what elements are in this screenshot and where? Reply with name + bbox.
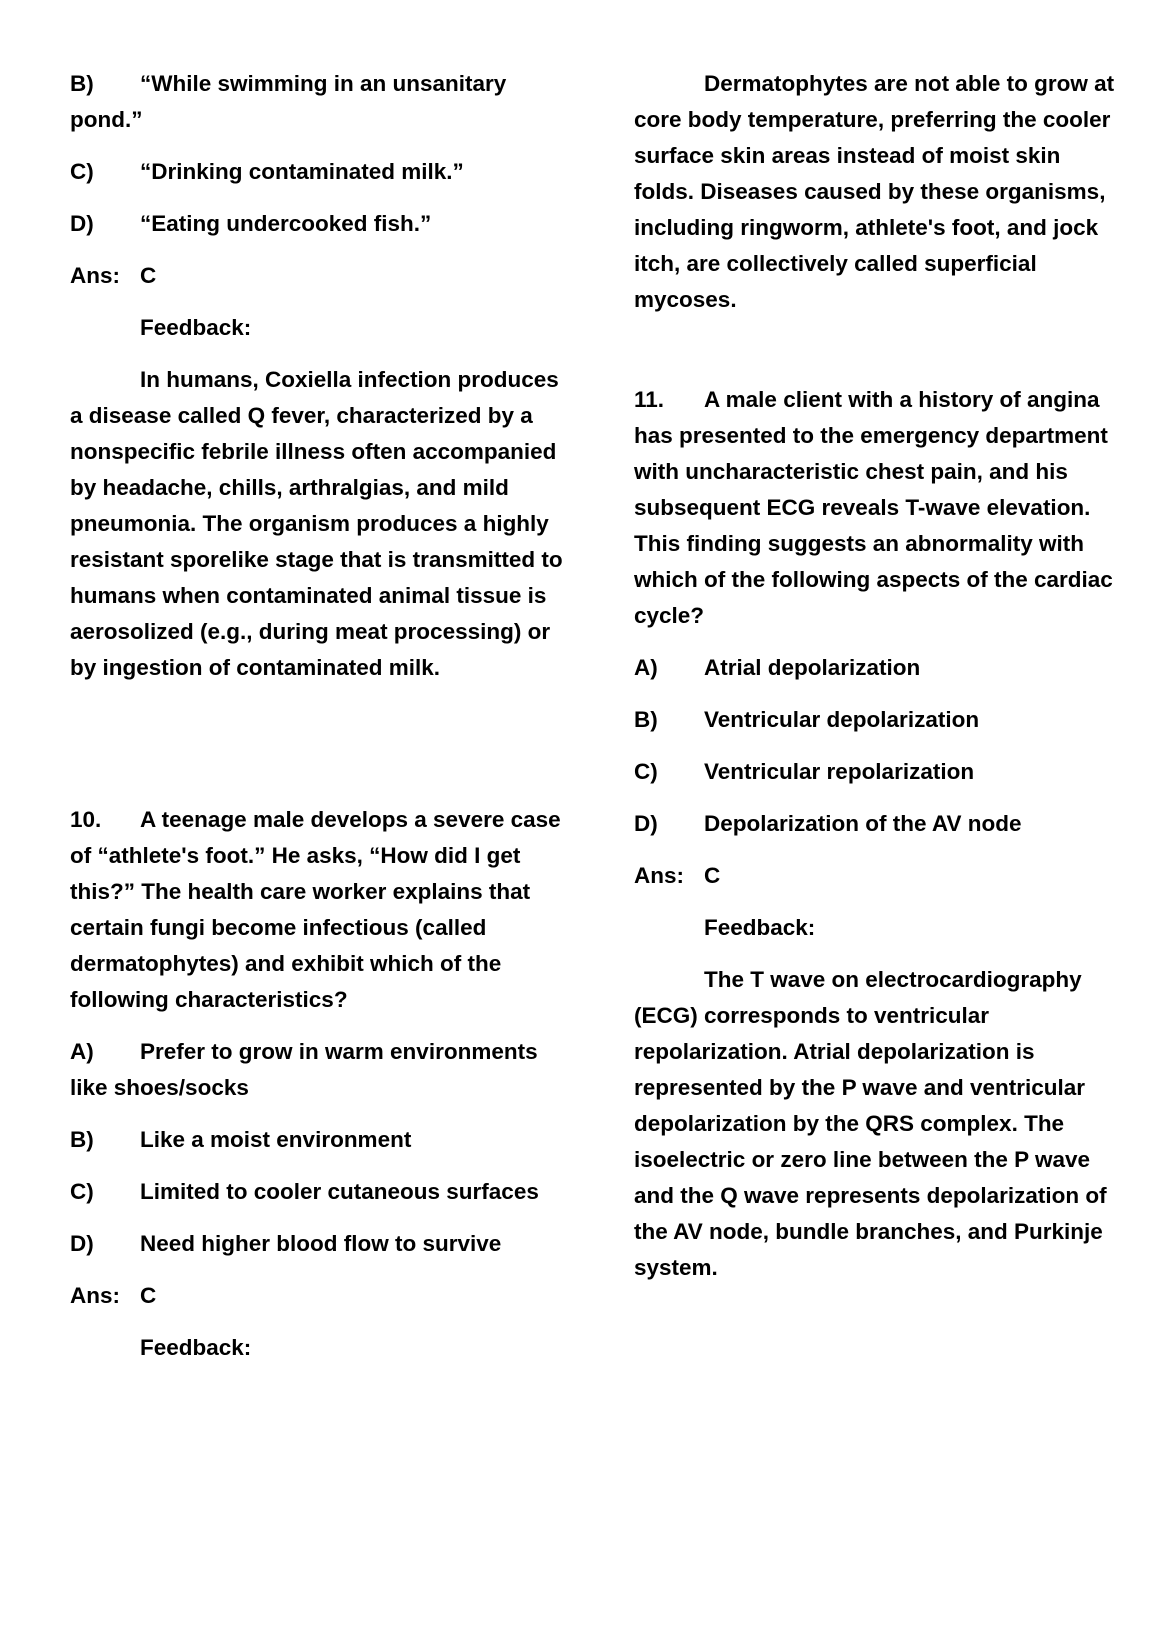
option-text: Prefer to grow in warm environments like shoes/socks (70, 1039, 538, 1100)
option-text: Atrial depolarization (704, 655, 921, 680)
left-column (70, 66, 570, 1382)
option-text: Need higher blood flow to survive (140, 1231, 502, 1256)
answer-label: Ans: (70, 263, 120, 288)
option-label: B) (70, 71, 94, 96)
option-label: C) (70, 1179, 94, 1204)
q9-answer (70, 258, 570, 294)
q11-option-a (634, 650, 1124, 686)
option-text: Ventricular depolarization (704, 707, 980, 732)
q9-option-b (70, 66, 570, 138)
option-label: C) (634, 759, 658, 784)
q10-feedback-text: Dermatophytes are not able to grow at core body temperature, preferring the cooler surface skin areas instead of moist skin folds. Diseases caused by these organisms, including ringworm, athlete's foot, and jock itch, are collectively called superficial mycoses. (634, 71, 1115, 312)
question-number: 11. (634, 387, 665, 412)
option-text: Limited to cooler cutaneous surfaces (140, 1179, 539, 1204)
option-label: B) (70, 1127, 94, 1152)
spacer (634, 334, 1124, 382)
option-text: “Drinking contaminated milk.” (140, 159, 464, 184)
question-text: A teenage male develops a severe case of “athlete's foot.” He asks, “How did I get this?” The health care worker explains that certain fungi become infectious (called dermatophytes) and exhibit which of the following characteristics? (70, 807, 561, 1012)
q10-option-a (70, 1034, 570, 1106)
q10-answer (70, 1278, 570, 1314)
q9-feedback-text: In humans, Coxiella infection produces a disease called Q fever, characterized by a nonspecific febrile illness often accompanied by headache, chills, arthralgias, and mild pneumonia. The organism produces a highly resistant sporelike stage that is transmitted to humans when contaminated animal tissue is aerosolized (e.g., during meat processing) or by ingestion of contaminated milk. (70, 367, 563, 680)
q9-option-c (70, 154, 570, 190)
question-text: A male client with a history of angina has presented to the emergency department with uncharacteristic chest pain, and his subsequent ECG reveals T-wave elevation. This finding suggests an abnormality with which of the following aspects of the cardiac cycle? (634, 387, 1113, 628)
spacer (70, 702, 570, 802)
option-text: Depolarization of the AV node (704, 811, 1022, 836)
option-label: B) (634, 707, 658, 732)
q10-option-c (70, 1174, 570, 1210)
answer-label: Ans: (634, 863, 684, 888)
option-label: D) (634, 811, 658, 836)
option-label: A) (70, 1039, 94, 1064)
answer-value: C (140, 1283, 157, 1308)
answer-label: Ans: (70, 1283, 120, 1308)
option-label: D) (70, 1231, 94, 1256)
q11-option-b (634, 702, 1124, 738)
q11-option-c (634, 754, 1124, 790)
q10-feedback-label: Feedback: (140, 1335, 252, 1360)
q11-stem (634, 382, 1124, 634)
right-column (634, 66, 1124, 1302)
q11-feedback-label: Feedback: (704, 915, 816, 940)
option-label: A) (634, 655, 658, 680)
option-label: D) (70, 211, 94, 236)
option-text: Like a moist environment (140, 1127, 412, 1152)
q11-feedback-text: The T wave on electrocardiography (ECG) corresponds to ventricular repolarization. Atrial depolarization is represented by the P wave and ventricular depolarization by the QRS complex. The isoelectric or zero line between the P wave and the Q wave represents depolarization of the AV node, bundle branches, and Purkinje system. (634, 967, 1107, 1280)
option-text: “While swimming in an unsanitary pond.” (70, 71, 507, 132)
option-text: “Eating undercooked fish.” (140, 211, 432, 236)
q9-feedback-label: Feedback: (140, 315, 252, 340)
q10-option-d (70, 1226, 570, 1262)
answer-value: C (704, 863, 721, 888)
option-label: C) (70, 159, 94, 184)
q9-option-d (70, 206, 570, 242)
question-number: 10. (70, 807, 102, 832)
option-text: Ventricular repolarization (704, 759, 975, 784)
q11-answer (634, 858, 1124, 894)
answer-value: C (140, 263, 157, 288)
q10-option-b (70, 1122, 570, 1158)
q10-stem (70, 802, 570, 1018)
q11-option-d (634, 806, 1124, 842)
